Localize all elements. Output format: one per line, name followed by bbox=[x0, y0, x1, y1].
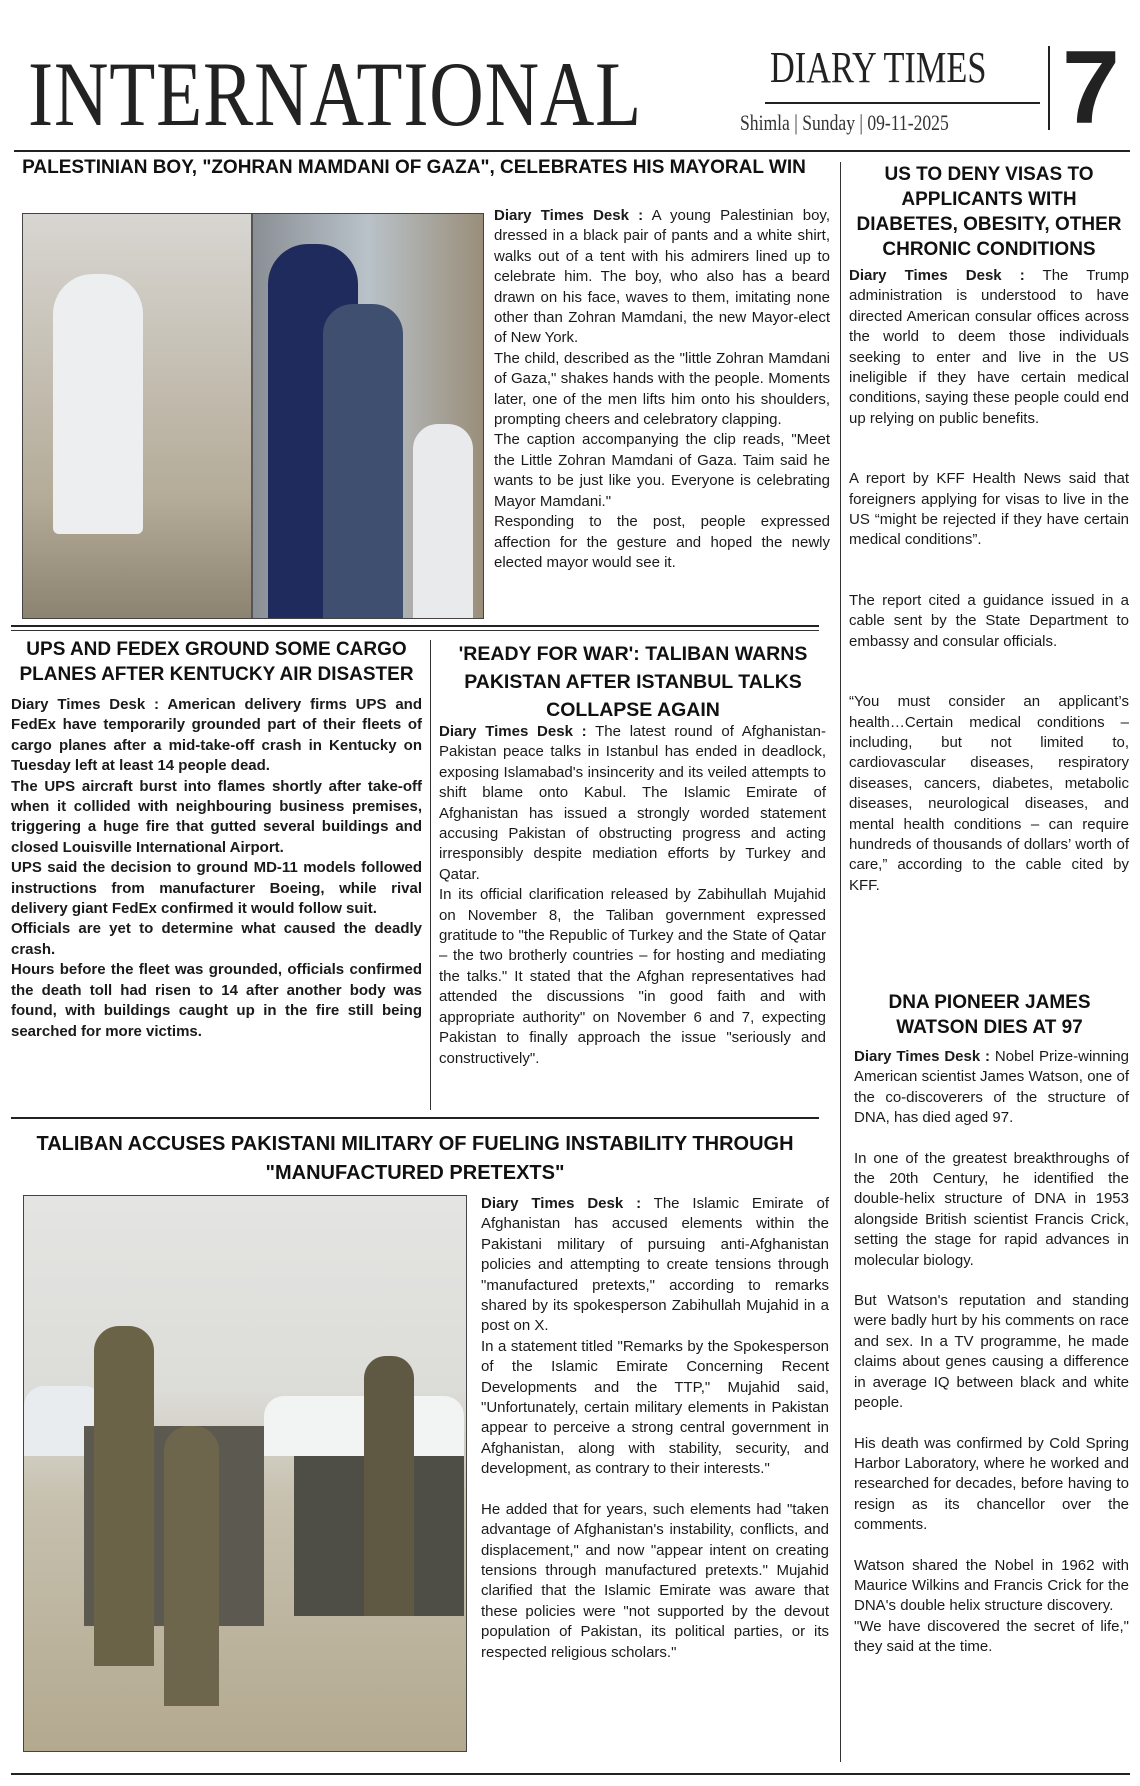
footer-rule bbox=[11, 1773, 1130, 1775]
column-divider bbox=[430, 640, 431, 1110]
story4-headline: TALIBAN ACCUSES PAKISTANI MILITARY OF FUELING INSTABILITY THROUGH "MANUFACTURED PRETEXTS" bbox=[36, 1133, 794, 1184]
section-rule bbox=[11, 1117, 819, 1119]
story3-headline: 'READY FOR WAR': TALIBAN WARNS PAKISTAN AFTER ISTANBUL TALKS COLLAPSE AGAIN bbox=[458, 643, 808, 721]
story4-body: Diary Times Desk : The Islamic Emirate of Afghanistan has accused elements within the Pakistani military of pursuing anti-Afghanistan policies and attempting to create tensions through "manufactured pretexts," according to remarks shared by its spokesperson Zabihullah Mujahid in a post on X. In a statement titled "Remarks by the Spokesperson of the Islamic Emirate Concerning Recent Developments and the TTP," Mujahid said, "Unfortunately, certain military elements in Pakistan appear to perceive a strong central government in Afghanistan, along with stability, security, and development, as contrary to their interests." He added that for years, such elements had "taken advantage of Afghanistan's instability, conflicts, and displacement," and now "appear intent on creating tensions through manufactured pretexts." Mujahid clarified that the Islamic Emirate was aware that these policies were "not supported by the devout population of Pakistan, its political parties, or its respected religious scholars." bbox=[481, 1195, 829, 1661]
story1-photo bbox=[22, 213, 484, 619]
divider bbox=[765, 102, 1040, 104]
byline: Diary Times Desk : bbox=[494, 207, 644, 224]
story4-photo bbox=[23, 1195, 467, 1752]
column-divider bbox=[840, 162, 841, 1762]
header-rule bbox=[14, 150, 1130, 152]
story2-headline: UPS AND FEDEX GROUND SOME CARGO PLANES AFTER KENTUCKY AIR DISASTER bbox=[19, 639, 414, 685]
section-rule bbox=[11, 625, 819, 627]
newspaper-name: DIARY TIMES bbox=[770, 43, 987, 92]
story5-headline: US TO DENY VISAS TO APPLICANTS WITH DIABETES, OBESITY, OTHER CHRONIC CONDITIONS bbox=[856, 164, 1122, 260]
page-number: 7 bbox=[1062, 30, 1120, 146]
story2-body: Diary Times Desk : American delivery firms UPS and FedEx have temporarily grounded part of their fleets of cargo planes after a mid-take-off crash in Kentucky on Tuesday left at least 14 people dead. The UPS aircraft burst into flames shortly after take-off when it collided with neighbouring business premises, triggering a huge fire that gutted several buildings and closed Louisville International Airport. UPS said the decision to ground MD-11 models followed instructions from manufacturer Boeing, while rival delivery giant FedEx confirmed it would follow suit. Officials are yet to determine what caused the deadly crash. Hours before the fleet was grounded, officials confirmed the death toll had risen to 14 after another body was found, with buildings caught up in the fire still being searched for more victims. bbox=[11, 696, 422, 1040]
story3-body: Diary Times Desk : The latest round of Afghanistan-Pakistan peace talks in Istanbul has ended in deadlock, exposing Islamabad's insincerity and its veiled attempts to shift blame onto Kabul. The Islamic Emirate of Afghanistan has issued a strongly worded statement accusing Pakistan of obstructing progress and acting irresponsibly despite mediation efforts by Turkey and Qatar. In its official clarification released by Zabihullah Mujahid on November 8, the Taliban government expressed gratitude to "the Republic of Turkey and the State of Qatar – the two brotherly countries – for hosting and mediating the talks." It stated that the Afghan representatives had attended the discussions "in good faith and with appropriate authority" on November 6 and 7, expecting Pakistan to finally approach the issue "seriously and constructively". bbox=[439, 723, 826, 1067]
story6-headline: DNA PIONEER JAMES WATSON DIES AT 97 bbox=[888, 992, 1091, 1038]
story1-body: Diary Times Desk : A young Palestinian boy, dressed in a black pair of pants and a white shirt, walks out of a tent with his admirers lined up to celebrate him. The boy, who also has a beard drawn on his face, waves to them, imitating none other than Zohran Mamdani, the new Mayor-elect of New York. The child, described as the "little Zohran Mamdani of Gaza," shakes hands with the people. Moments later, one of the men lifts him onto his shoulders, prompting cheers and celebratory clapping. The caption accompanying the clip reads, "Meet the Little Zohran Mamdani of Gaza. Taim said he wants to be just like you. Everyone is celebrating Mayor Mamdani." Responding to the post, people expressed affection for the gesture and hoped the newly elected mayor would see it. bbox=[494, 207, 830, 571]
story1-headline: PALESTINIAN BOY, "ZOHRAN MAMDANI OF GAZA", CELEBRATES HIS MAYORAL WIN bbox=[22, 157, 806, 178]
section-rule bbox=[11, 630, 819, 631]
section-title: INTERNATIONAL bbox=[28, 43, 643, 145]
divider bbox=[1048, 46, 1050, 130]
dateline: Shimla | Sunday | 09-11-2025 bbox=[740, 110, 949, 135]
story5-body: Diary Times Desk : The Trump administration is understood to have directed American consular offices across the world to deem those individuals seeking to enter and live in the US ineligible if they have certain medical conditions, saying these people could end up relying on public benefits. A report by KFF Health News said that foreigners applying for visas to live in the US “might be rejected if they have certain medical conditions”. The report cited a guidance issued in a cable sent by the State Department to embassy and consular officials. “You must consider an applicant’s health…Certain medical conditions – including, but not limited to, cardiovascular diseases, respiratory diseases, cancers, diabetes, metabolic diseases, neurological diseases, and mental health conditions – can require hundreds of thousands of dollars’ worth of care,” according to the cable cited by KFF. bbox=[849, 267, 1129, 894]
story6-body: Diary Times Desk : Nobel Prize-winning American scientist James Watson, one of the co-discoverers of the structure of DNA, has died aged 97. In one of the greatest breakthroughs of the 20th Century, he identified the double-helix structure of DNA in 1953 alongside British scientist Francis Crick, setting the stage for rapid advances in molecular biology. But Watson's reputation and standing were badly hurt by his comments on race and sex. In a TV programme, he made claims about genes causing a difference in average IQ between black and white people. His death was confirmed by Cold Spring Harbor Laboratory, where he worked and researched for decades, before having to resign as its chancellor over the comments. Watson shared the Nobel in 1962 with Maurice Wilkins and Francis Crick for the DNA's double helix structure discovery. "We have discovered the secret of life," they said at the time. bbox=[854, 1048, 1129, 1656]
